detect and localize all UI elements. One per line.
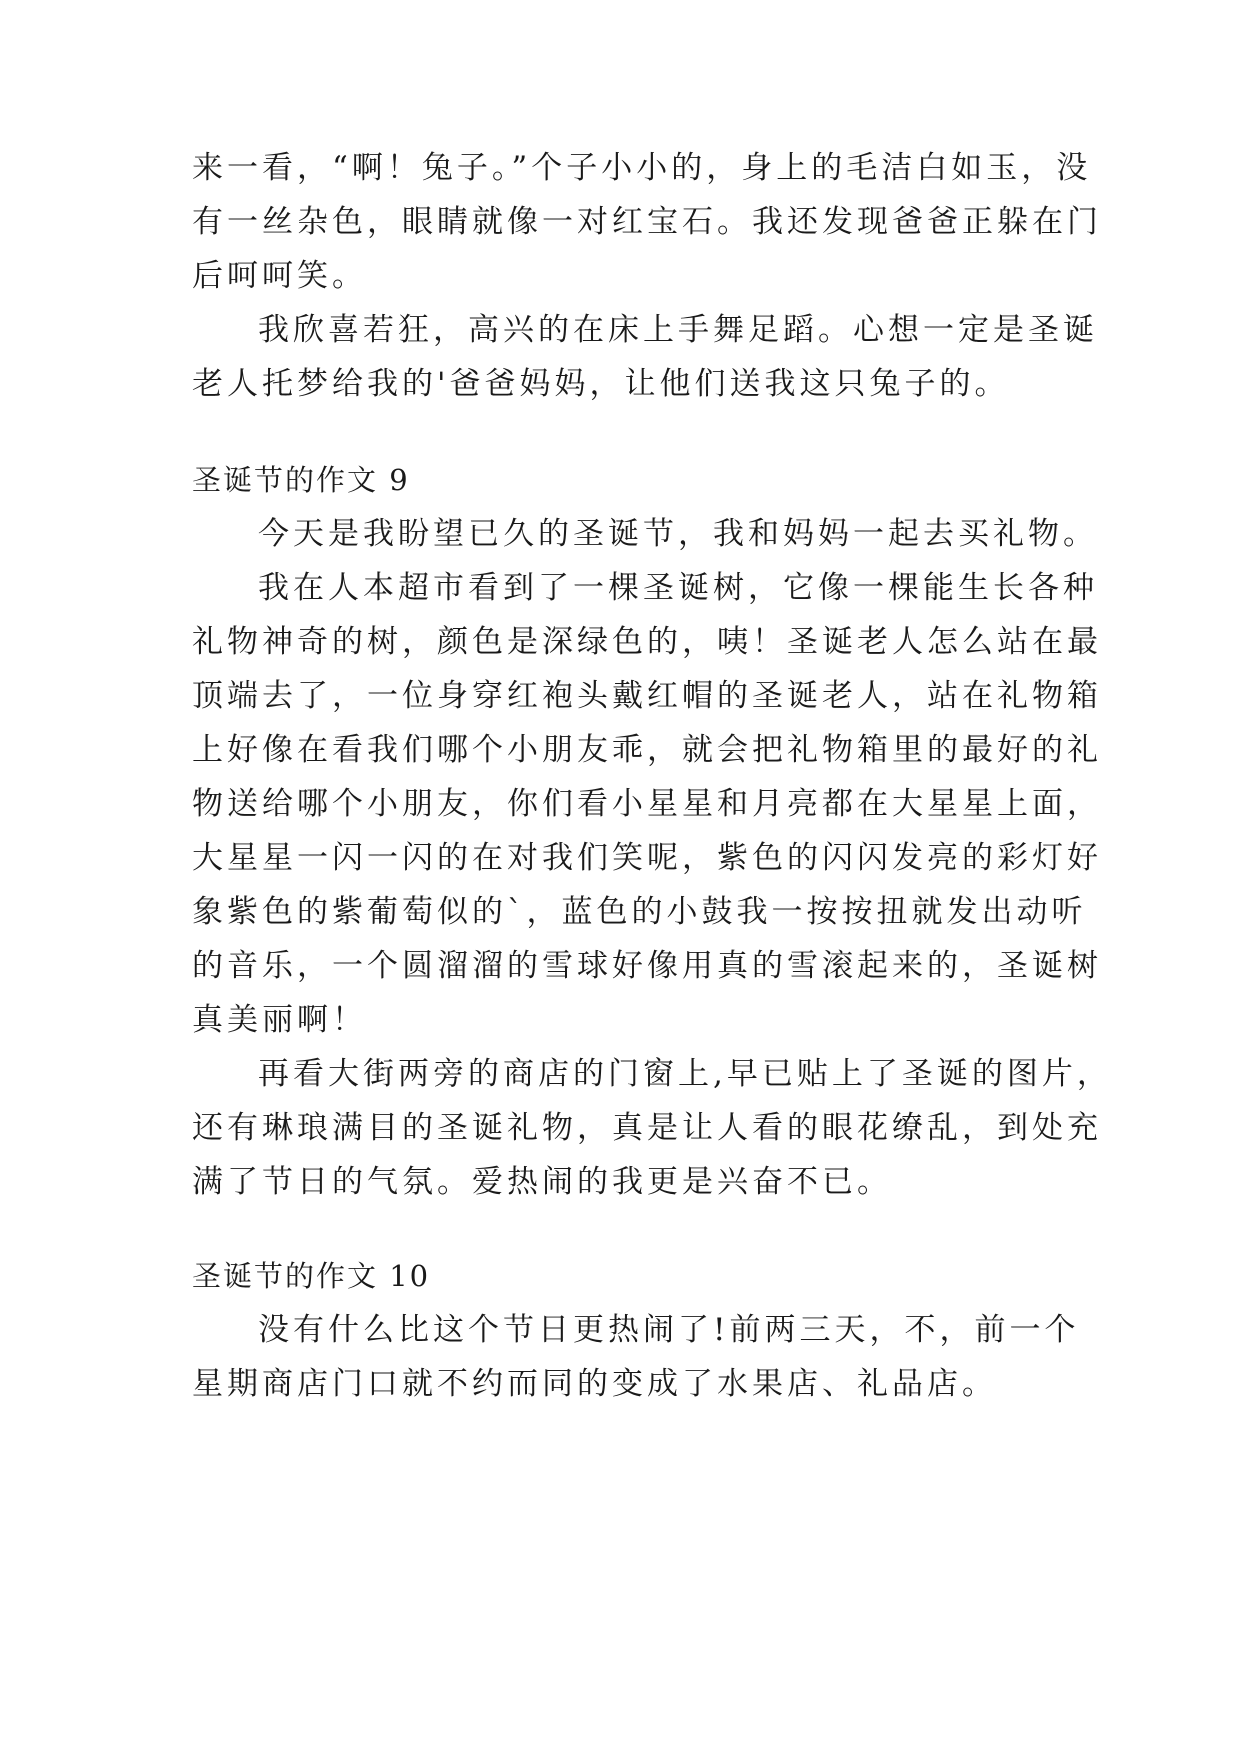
body-text-line: 物送给哪个小朋友，你们看小星星和月亮都在大星星上面， — [192, 786, 1102, 822]
body-text-line: 还有琳琅满目的圣诞礼物，真是让人看的眼花缭乱，到处充 — [192, 1110, 1102, 1146]
body-text-line: 真美丽啊！ — [192, 1002, 367, 1038]
body-text-line: 上好像在看我们哪个小朋友乖，就会把礼物箱里的最好的礼 — [192, 732, 1102, 768]
body-text-line: 再看大街两旁的商店的门窗上,早已贴上了圣诞的图片， — [258, 1056, 1112, 1092]
body-text-line: 我在人本超市看到了一棵圣诞树，它像一棵能生长各种 — [258, 570, 1098, 606]
body-text-line: 顶端去了，一位身穿红袍头戴红帽的圣诞老人，站在礼物箱 — [192, 678, 1102, 714]
body-text-line: 满了节日的气氛。爱热闹的我更是兴奋不已。 — [192, 1164, 892, 1200]
body-text-line: 象紫色的紫葡萄似的`，蓝色的小鼓我一按按扭就发出动听 — [192, 894, 1087, 930]
body-text-line: 礼物神奇的树，颜色是深绿色的，咦！圣诞老人怎么站在最 — [192, 624, 1102, 660]
body-text-line: 今天是我盼望已久的圣诞节，我和妈妈一起去买礼物。 — [258, 516, 1098, 552]
body-text-line: 没有什么比这个节日更热闹了!前两三天，不，前一个 — [258, 1312, 1080, 1348]
body-text-line: 有一丝杂色，眼睛就像一对红宝石。我还发现爸爸正躲在门 — [192, 204, 1102, 240]
essay-heading: 圣诞节的作文 9 — [192, 463, 410, 497]
body-text-line: 我欣喜若狂，高兴的在床上手舞足蹈。心想一定是圣诞 — [258, 312, 1098, 348]
body-text-line: 的音乐，一个圆溜溜的雪球好像用真的雪滚起来的，圣诞树 — [192, 948, 1102, 984]
body-text-line: 星期商店门口就不约而同的变成了水果店、礼品店。 — [192, 1366, 997, 1402]
body-text-line: 大星星一闪一闪的在对我们笑呢，紫色的闪闪发亮的彩灯好 — [192, 840, 1102, 876]
essay-heading: 圣诞节的作文 10 — [192, 1259, 431, 1293]
body-text-line: 来一看，“啊！兔子。”个子小小的，身上的毛洁白如玉，没 — [192, 150, 1092, 186]
body-text-line: 后呵呵笑。 — [192, 258, 367, 294]
body-text-line: 老人托梦给我的'爸爸妈妈，让他们送我这只兔子的。 — [192, 366, 1010, 402]
